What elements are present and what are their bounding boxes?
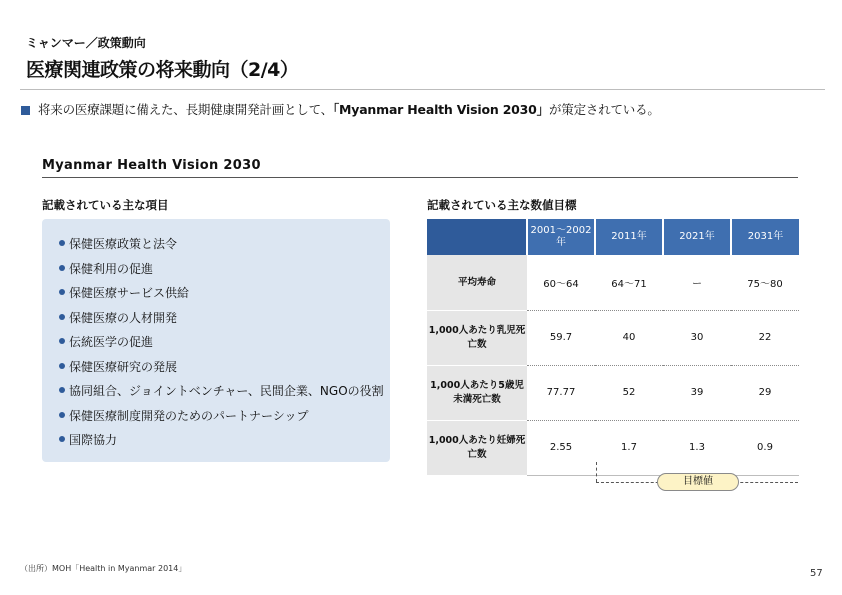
plan-divider — [42, 177, 798, 178]
items-panel — [42, 219, 390, 462]
table-cell: 77.77 — [527, 365, 595, 420]
table-row — [427, 365, 799, 420]
table-cell: 59.7 — [527, 310, 595, 365]
targets-table — [427, 219, 799, 476]
list-item: 保健医療制度開発のためのパートナーシップ — [59, 407, 390, 432]
column-header: 2001～2002年 — [527, 219, 595, 255]
list-item: 協同組合、ジョイントベンチャー、民間企業、NGOの役割 — [59, 382, 390, 407]
plan-title: Myanmar Health Vision 2030 — [42, 158, 261, 173]
lead-prefix: 将来の医療課題に備えた、長期健康開発計画として、 — [38, 102, 333, 117]
table-cell: 64～71 — [595, 255, 663, 310]
bullet-dot-icon — [59, 338, 65, 344]
target-bracket-vertical — [596, 462, 597, 482]
source-note: （出所）MOH「Health in Myanmar 2014」 — [20, 564, 187, 573]
table-cell: 2.55 — [527, 420, 595, 475]
table-cell: 75～80 — [731, 255, 799, 310]
column-header: 2021年 — [663, 219, 731, 255]
column-header: 2031年 — [731, 219, 799, 255]
targets-heading: 記載されている主な数値目標 — [427, 198, 577, 212]
section-subtitle: ミャンマー／政策動向 — [26, 36, 146, 50]
bullet-dot-icon — [59, 363, 65, 369]
list-item: 保健医療サービス供給 — [59, 284, 390, 309]
list-item: 伝統医学の促進 — [59, 333, 390, 358]
table-row — [427, 310, 799, 365]
table-cell: 52 — [595, 365, 663, 420]
lead-suffix: が策定されている。 — [548, 102, 660, 117]
table-row — [427, 255, 799, 310]
table-cell: ー — [663, 255, 731, 310]
target-badge: 目標値 — [657, 473, 739, 491]
bullet-dot-icon — [59, 412, 65, 418]
table-cell: 30 — [663, 310, 731, 365]
row-header: 1,000人あたり5歳児未満死亡数 — [427, 365, 527, 420]
bullet-dot-icon — [59, 436, 65, 442]
list-item: 保健利用の促進 — [59, 260, 390, 285]
list-item: 国際協力 — [59, 431, 390, 456]
page-title: 医療関連政策の将来動向（2/4） — [26, 59, 299, 81]
list-item: 保健医療研究の発展 — [59, 358, 390, 383]
table-cell: 40 — [595, 310, 663, 365]
table-cell: 60～64 — [527, 255, 595, 310]
bullet-dot-icon — [59, 240, 65, 246]
row-header: 1,000人あたり乳児死亡数 — [427, 310, 527, 365]
list-item: 保健医療の人材開発 — [59, 309, 390, 334]
row-header: 平均寿命 — [427, 255, 527, 310]
table-cell: 1.7 — [595, 420, 663, 475]
table-cell: 29 — [731, 365, 799, 420]
table-row — [427, 420, 799, 475]
items-heading: 記載されている主な項目 — [42, 198, 169, 212]
bullet-dot-icon — [59, 289, 65, 295]
row-header: 1,000人あたり妊婦死亡数 — [427, 420, 527, 475]
square-bullet-icon — [21, 106, 30, 115]
items-list — [42, 219, 390, 456]
bullet-dot-icon — [59, 387, 65, 393]
lead-sentence — [38, 100, 660, 118]
column-header: 2011年 — [595, 219, 663, 255]
table-header-row — [427, 219, 799, 255]
table-cell: 39 — [663, 365, 731, 420]
table-cell: 22 — [731, 310, 799, 365]
list-item: 保健医療政策と法令 — [59, 235, 390, 260]
header-divider — [20, 89, 825, 90]
page-number: 57 — [810, 568, 823, 579]
lead-highlight: 「Myanmar Health Vision 2030」 — [332, 102, 549, 117]
table-corner — [427, 219, 527, 255]
table-cell: 1.3 — [663, 420, 731, 475]
bullet-dot-icon — [59, 314, 65, 320]
table-cell: 0.9 — [731, 420, 799, 475]
bullet-dot-icon — [59, 265, 65, 271]
